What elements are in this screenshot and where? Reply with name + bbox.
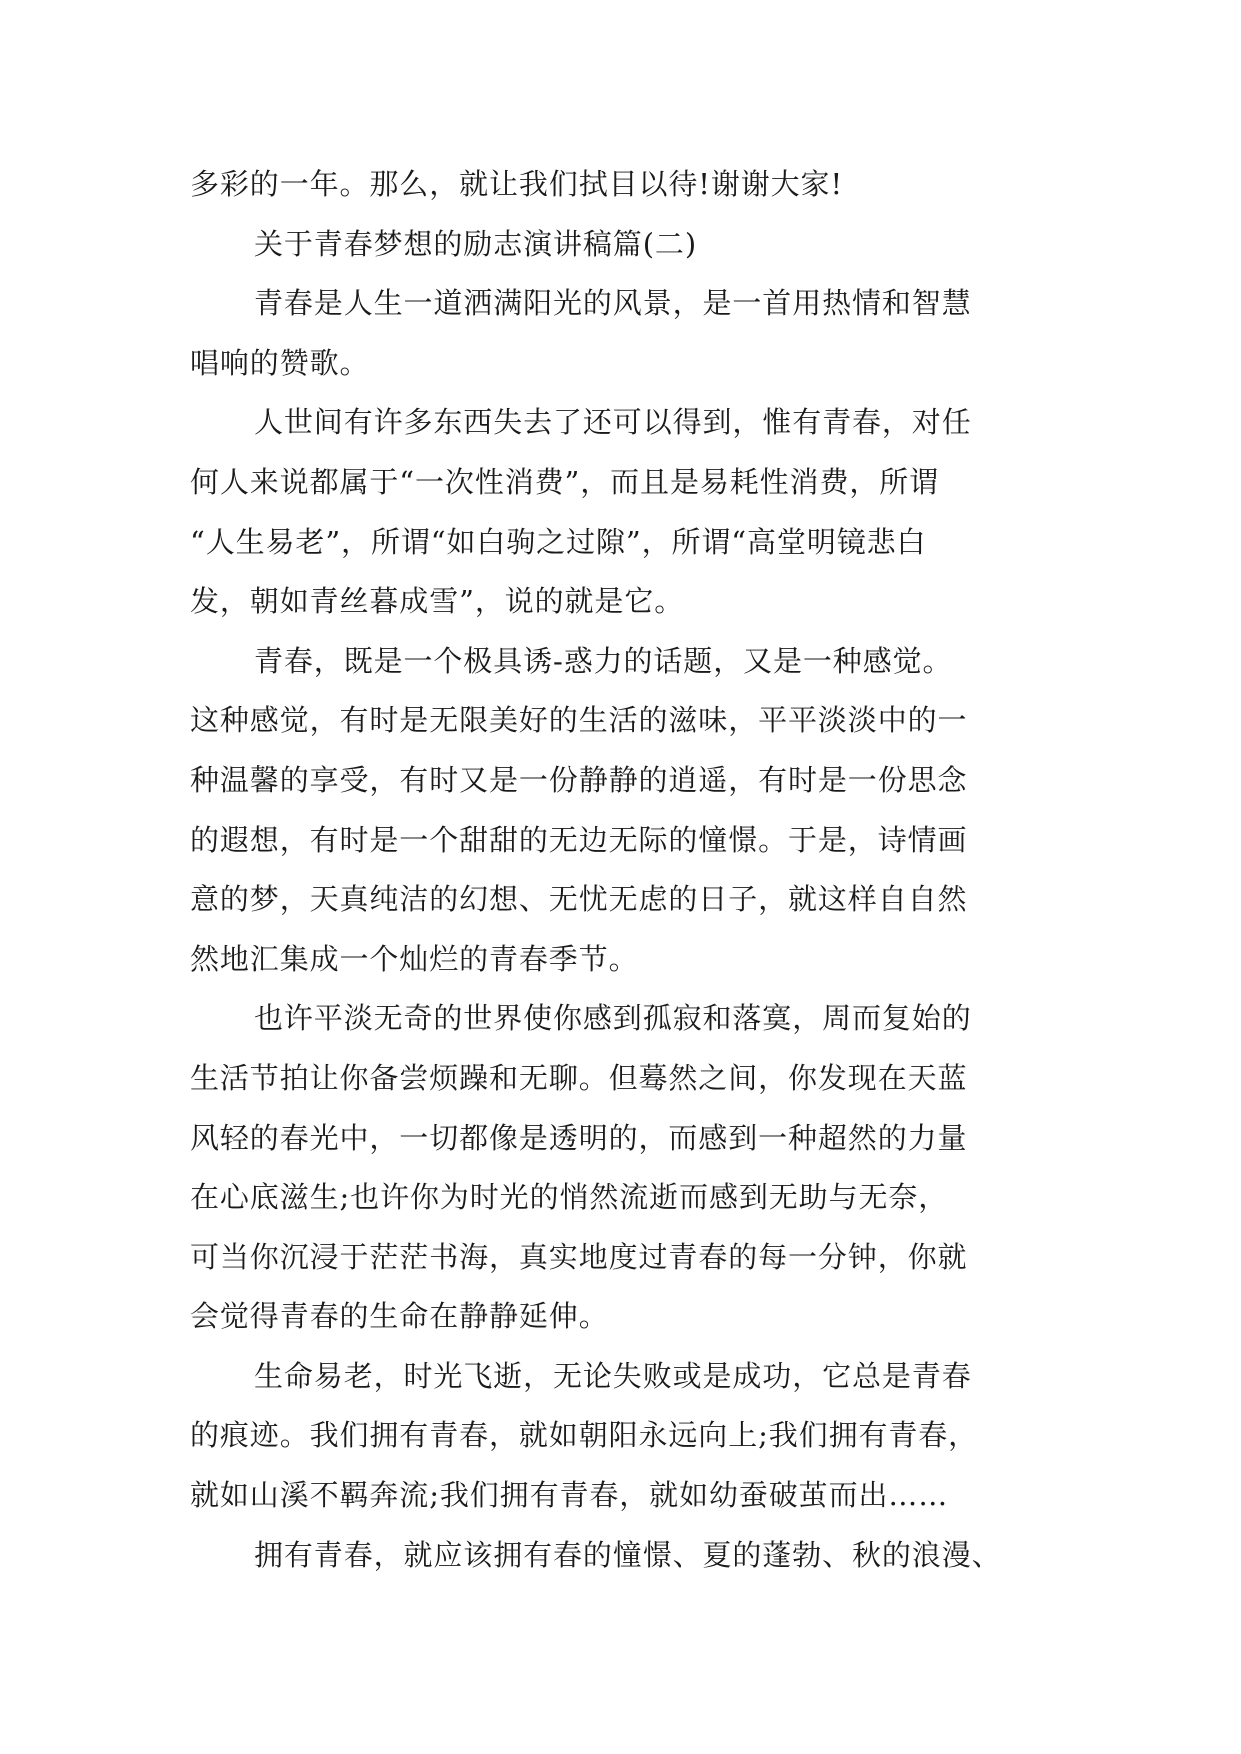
text-line: 会觉得青春的生命在静静延伸。 [190, 1299, 609, 1334]
text-line: 就如山溪不羁奔流;我们拥有青春，就如幼蚕破茧而出…… [190, 1478, 949, 1513]
section-heading: 关于青春梦想的励志演讲稿篇(二) [254, 226, 698, 261]
text-line: 拥有青春，就应该拥有春的憧憬、夏的蓬勃、秋的浪漫、 [254, 1537, 1002, 1572]
text-line: 然地汇集成一个灿烂的青春季节。 [190, 941, 639, 976]
text-line: 意的梦，天真纯洁的幻想、无忧无虑的日子，就这样自自然 [190, 882, 968, 917]
text-line: 何人来说都属于“一次性消费”，而且是易耗性消费，所谓 [190, 464, 940, 499]
text-line: 唱响的赞歌。 [190, 345, 370, 380]
text-line: 人世间有许多东西失去了还可以得到，惟有青春，对任 [254, 405, 972, 440]
text-line: 在心底滋生;也许你为时光的悄然流逝而感到无助与无奈， [190, 1180, 949, 1215]
text-line: 青春，既是一个极具诱-惑力的话题，又是一种感觉。 [254, 643, 953, 678]
text-line: “人生易老”，所谓“如白驹之过隙”，所谓“高堂明镜悲白 [190, 524, 927, 559]
document-body [190, 155, 1050, 1585]
text-line: 可当你沉浸于茫茫书海，真实地度过青春的每一分钟，你就 [190, 1239, 968, 1274]
text-line: 青春是人生一道洒满阳光的风景，是一首用热情和智慧 [254, 286, 972, 321]
text-line: 的痕迹。我们拥有青春，就如朝阳永远向上;我们拥有青春， [190, 1418, 979, 1453]
text-line: 种温馨的享受，有时又是一份静静的逍遥，有时是一份思念 [190, 762, 968, 797]
text-line: 这种感觉，有时是无限美好的生活的滋味，平平淡淡中的一 [190, 703, 968, 738]
text-line: 风轻的春光中，一切都像是透明的，而感到一种超然的力量 [190, 1120, 968, 1155]
text-line: 发，朝如青丝暮成雪”，说的就是它。 [190, 584, 685, 619]
text-line: 也许平淡无奇的世界使你感到孤寂和落寞，周而复始的 [254, 1001, 972, 1036]
text-line: 多彩的一年。那么，就让我们拭目以待!谢谢大家! [190, 167, 844, 201]
text-line: 生活节拍让你备尝烦躁和无聊。但蓦然之间，你发现在天蓝 [190, 1060, 968, 1095]
text-line: 的遐想，有时是一个甜甜的无边无际的憧憬。于是，诗情画 [190, 822, 968, 857]
text-line: 生命易老，时光飞逝，无论失败或是成功，它总是青春 [254, 1358, 972, 1393]
